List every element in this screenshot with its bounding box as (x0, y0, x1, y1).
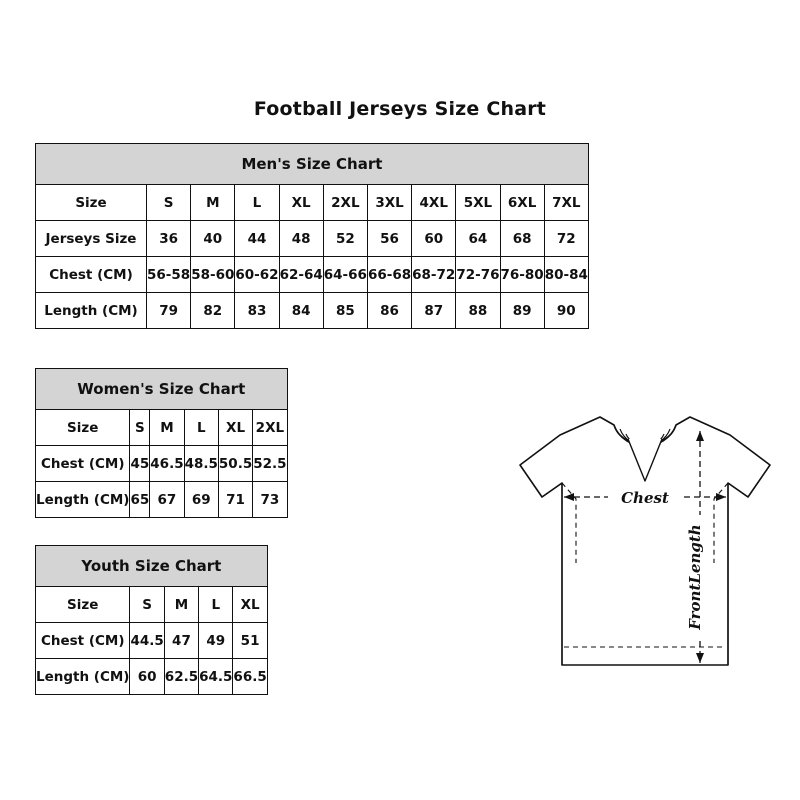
table-row (36, 410, 288, 446)
table-cell: 56-58 (147, 257, 191, 293)
table-cell: XL (279, 185, 323, 221)
table-cell: 50.5 (218, 446, 252, 482)
table-cell: 82 (191, 293, 235, 329)
table-cell: 84 (279, 293, 323, 329)
row-label: Jerseys Size (36, 221, 147, 257)
table-cell: XL (218, 410, 252, 446)
row-label: Length (CM) (36, 482, 130, 518)
mens-size-chart (35, 143, 765, 329)
table-cell: 88 (456, 293, 500, 329)
table-cell: 44.5 (130, 623, 164, 659)
mens-table-caption: Men's Size Chart (35, 143, 589, 184)
table-cell: 4XL (412, 185, 456, 221)
table-cell: 5XL (456, 185, 500, 221)
table-cell: 58-60 (191, 257, 235, 293)
table-cell: 76-80 (500, 257, 544, 293)
table-cell: L (199, 587, 233, 623)
table-cell: 71 (218, 482, 252, 518)
table-cell: 48 (279, 221, 323, 257)
table-cell: 66-68 (367, 257, 411, 293)
table-cell: 85 (323, 293, 367, 329)
table-cell: M (164, 587, 198, 623)
table-cell: S (130, 410, 150, 446)
table-cell: 64-66 (323, 257, 367, 293)
womens-size-chart (35, 368, 490, 518)
table-cell: 6XL (500, 185, 544, 221)
table-cell: M (191, 185, 235, 221)
table-cell: 64.5 (199, 659, 233, 695)
row-label: Chest (CM) (36, 623, 130, 659)
table-cell: 65 (130, 482, 150, 518)
table-cell: 2XL (323, 185, 367, 221)
row-label: Size (36, 185, 147, 221)
table-cell: 60 (130, 659, 164, 695)
table-cell: 89 (500, 293, 544, 329)
table-cell: 46.5 (150, 446, 184, 482)
jersey-measurement-diagram (500, 395, 790, 695)
table-cell: 68 (500, 221, 544, 257)
table-cell: 56 (367, 221, 411, 257)
youth-table-caption: Youth Size Chart (35, 545, 268, 586)
jersey-diagram-svg (500, 395, 790, 695)
womens-table-body (36, 410, 288, 518)
table-cell: 90 (544, 293, 588, 329)
table-cell: 60-62 (235, 257, 279, 293)
row-label: Chest (CM) (36, 257, 147, 293)
table-row (36, 221, 589, 257)
table-row (36, 257, 589, 293)
table-cell: 79 (147, 293, 191, 329)
table-cell: 87 (412, 293, 456, 329)
table-cell: 40 (191, 221, 235, 257)
womens-table-caption: Women's Size Chart (35, 368, 288, 409)
table-cell: 52.5 (253, 446, 287, 482)
table-cell: 51 (233, 623, 267, 659)
table-cell: 73 (253, 482, 287, 518)
front-length-dimension-label: FrontLength (686, 524, 704, 630)
row-label: Size (36, 410, 130, 446)
table-cell: 64 (456, 221, 500, 257)
table-cell: S (130, 587, 164, 623)
table-cell: 7XL (544, 185, 588, 221)
table-row (36, 185, 589, 221)
table-row (36, 623, 268, 659)
table-cell: 62.5 (164, 659, 198, 695)
mens-size-table (35, 143, 589, 329)
table-cell: 3XL (367, 185, 411, 221)
womens-size-table (35, 368, 288, 518)
row-label: Chest (CM) (36, 446, 130, 482)
table-cell: L (235, 185, 279, 221)
table-cell: 52 (323, 221, 367, 257)
table-cell: 36 (147, 221, 191, 257)
youth-table-body (36, 587, 268, 695)
table-cell: 60 (412, 221, 456, 257)
table-cell: 67 (150, 482, 184, 518)
row-label: Size (36, 587, 130, 623)
table-cell: 49 (199, 623, 233, 659)
table-row (36, 587, 268, 623)
table-cell: L (184, 410, 218, 446)
row-label: Length (CM) (36, 293, 147, 329)
table-cell: 66.5 (233, 659, 267, 695)
table-cell: 48.5 (184, 446, 218, 482)
youth-size-chart (35, 545, 490, 695)
table-cell: 72 (544, 221, 588, 257)
youth-size-table (35, 545, 268, 695)
table-cell: 62-64 (279, 257, 323, 293)
chest-dimension-label: Chest (621, 489, 669, 507)
table-cell: 69 (184, 482, 218, 518)
table-row (36, 659, 268, 695)
page-title: Football Jerseys Size Chart (253, 98, 547, 120)
table-cell: 72-76 (456, 257, 500, 293)
row-label: Length (CM) (36, 659, 130, 695)
table-row (36, 293, 589, 329)
table-cell: 80-84 (544, 257, 588, 293)
table-cell: 68-72 (412, 257, 456, 293)
table-row (36, 446, 288, 482)
table-cell: 83 (235, 293, 279, 329)
table-cell: S (147, 185, 191, 221)
table-cell: 47 (164, 623, 198, 659)
table-cell: XL (233, 587, 267, 623)
table-row (36, 482, 288, 518)
mens-table-body (36, 185, 589, 329)
table-cell: 44 (235, 221, 279, 257)
table-cell: 45 (130, 446, 150, 482)
table-cell: M (150, 410, 184, 446)
table-cell: 86 (367, 293, 411, 329)
table-cell: 2XL (253, 410, 287, 446)
